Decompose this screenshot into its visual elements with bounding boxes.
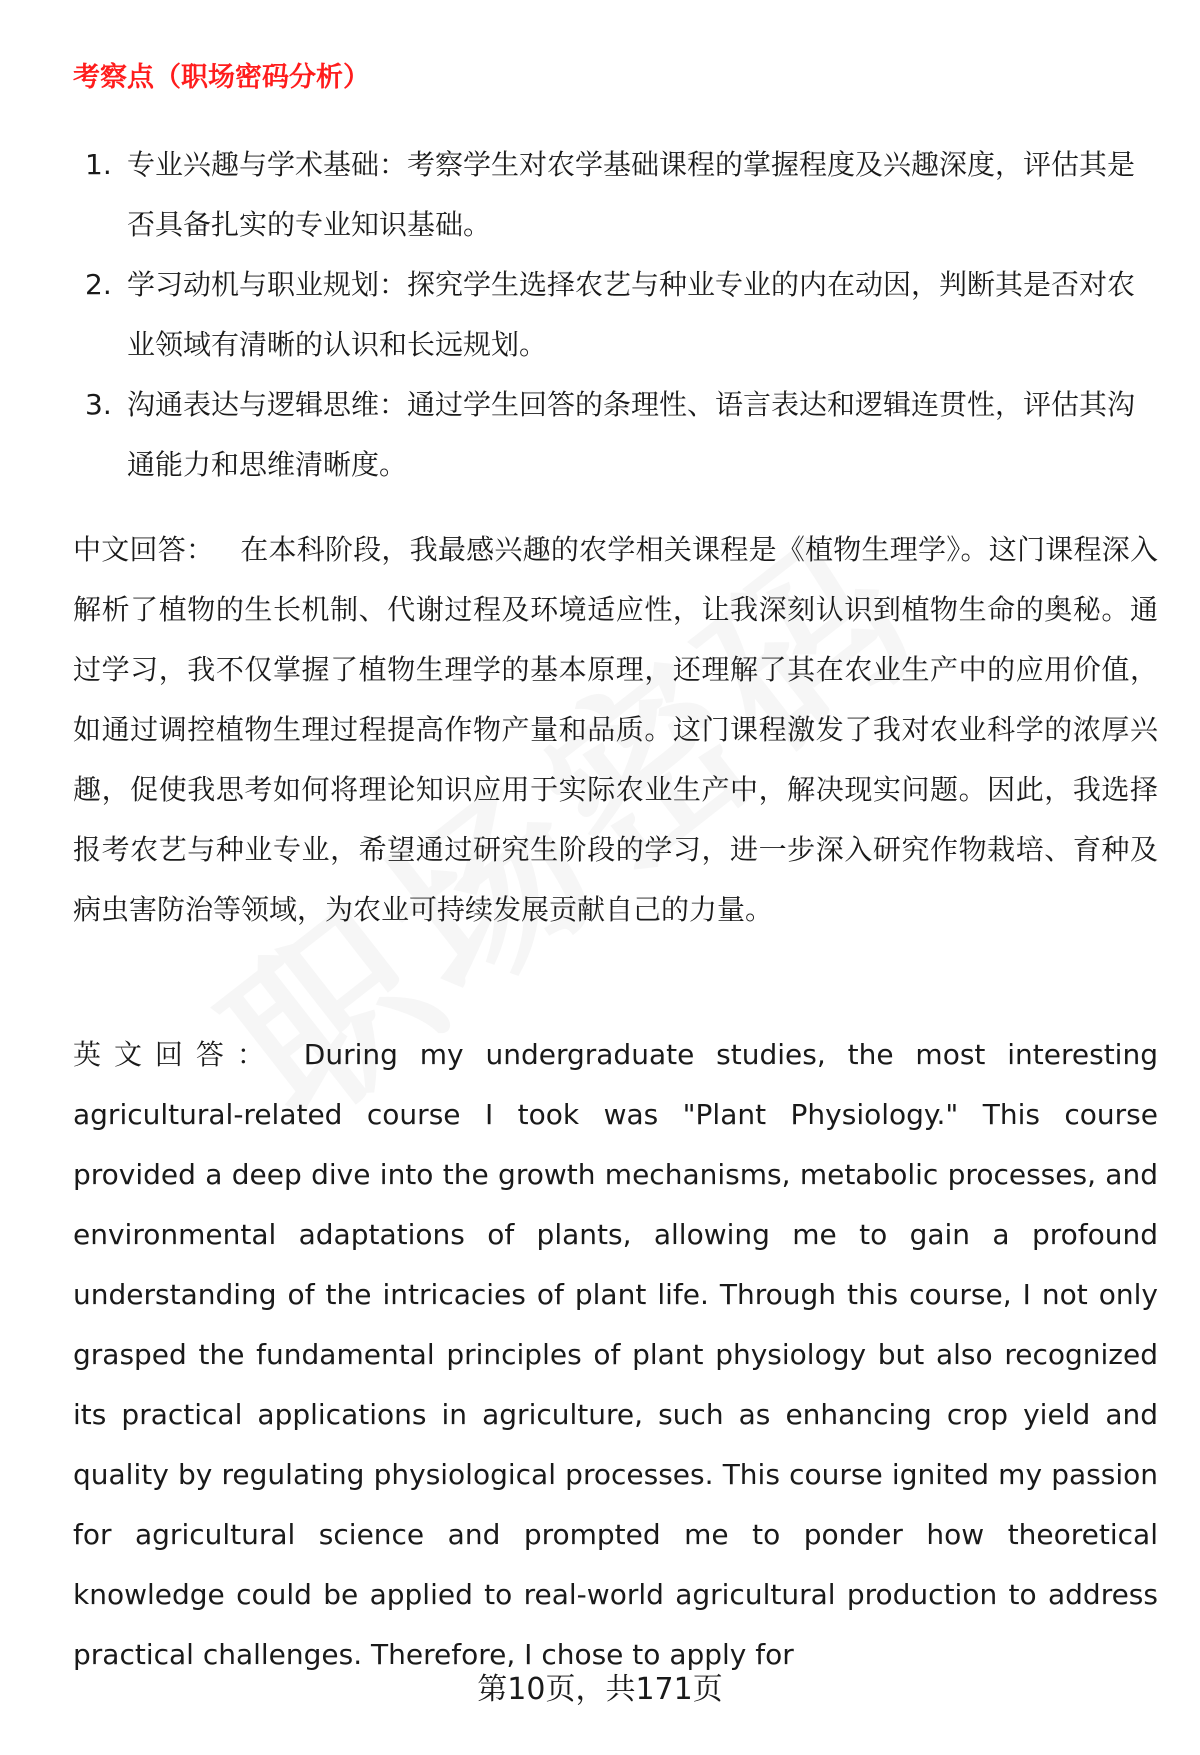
chinese-answer-label: 中文回答： [73, 533, 215, 566]
english-answer-paragraph [73, 1025, 1158, 1685]
point-number: 2. [85, 268, 112, 301]
assessment-point [73, 255, 1153, 375]
chinese-answer-text: 在本科阶段，我最感兴趣的农学相关课程是《植物生理学》。这门课程深入解析了植物的生长机制、代谢过程及环境适应性，让我深刻认识到植物生命的奥秘。通过学习，我不仅掌握了植物生理学的基本原理，还理解了其在农业生产中的应用价值，如通过调控植物生理过程提高作物产量和品质。这门课程激发了我对农业科学的浓厚兴趣，促使我思考如何将理论知识应用于实际农业生产中，解决现实问题。因此，我选择报考农艺与种业专业，希望通过研究生阶段的学习，进一步深入研究作物栽培、育种及病虫害防治等领域，为农业可持续发展贡献自己的力量。 [73, 533, 1158, 926]
point-text: 沟通表达与逻辑思维：通过学生回答的条理性、语言表达和逻辑连贯性，评估其沟通能力和思维清晰度。 [127, 388, 1136, 481]
point-text: 专业兴趣与学术基础：考察学生对农学基础课程的掌握程度及兴趣深度，评估其是否具备扎实的专业知识基础。 [127, 148, 1136, 241]
english-answer-text: During my undergraduate studies, the most interesting agricultural-related course I took was "Plant Physiology." This course provided a deep dive into the growth mechanisms, metabolic processes, and environmental adaptations of plants, allowing me to gain a profound understanding of the intricacies of plant life. Through this course, I not only grasped the fundamental principles of plant physiology but also recognized its practical applications in agriculture, such as enhancing crop yield and quality by regulating physiological processes. This course ignited my passion for agricultural science and prompted me to ponder how theoretical knowledge could be applied to real-world agricultural production to address practical challenges. Therefore, I chose to apply for [73, 1038, 1158, 1671]
assessment-points-list [73, 135, 1153, 495]
chinese-answer-paragraph [73, 520, 1158, 940]
english-answer-label: 英文回答： [73, 1038, 278, 1071]
page-footer: 第10页，共171页 [477, 1672, 723, 1707]
point-number: 3. [85, 388, 112, 421]
assessment-point [73, 135, 1153, 255]
section-title: 考察点（职场密码分析） [73, 62, 370, 93]
assessment-point [73, 375, 1153, 495]
point-number: 1. [85, 148, 112, 181]
point-text: 学习动机与职业规划：探究学生选择农艺与种业专业的内在动因，判断其是否对农业领域有清晰的认识和长远规划。 [127, 268, 1136, 361]
